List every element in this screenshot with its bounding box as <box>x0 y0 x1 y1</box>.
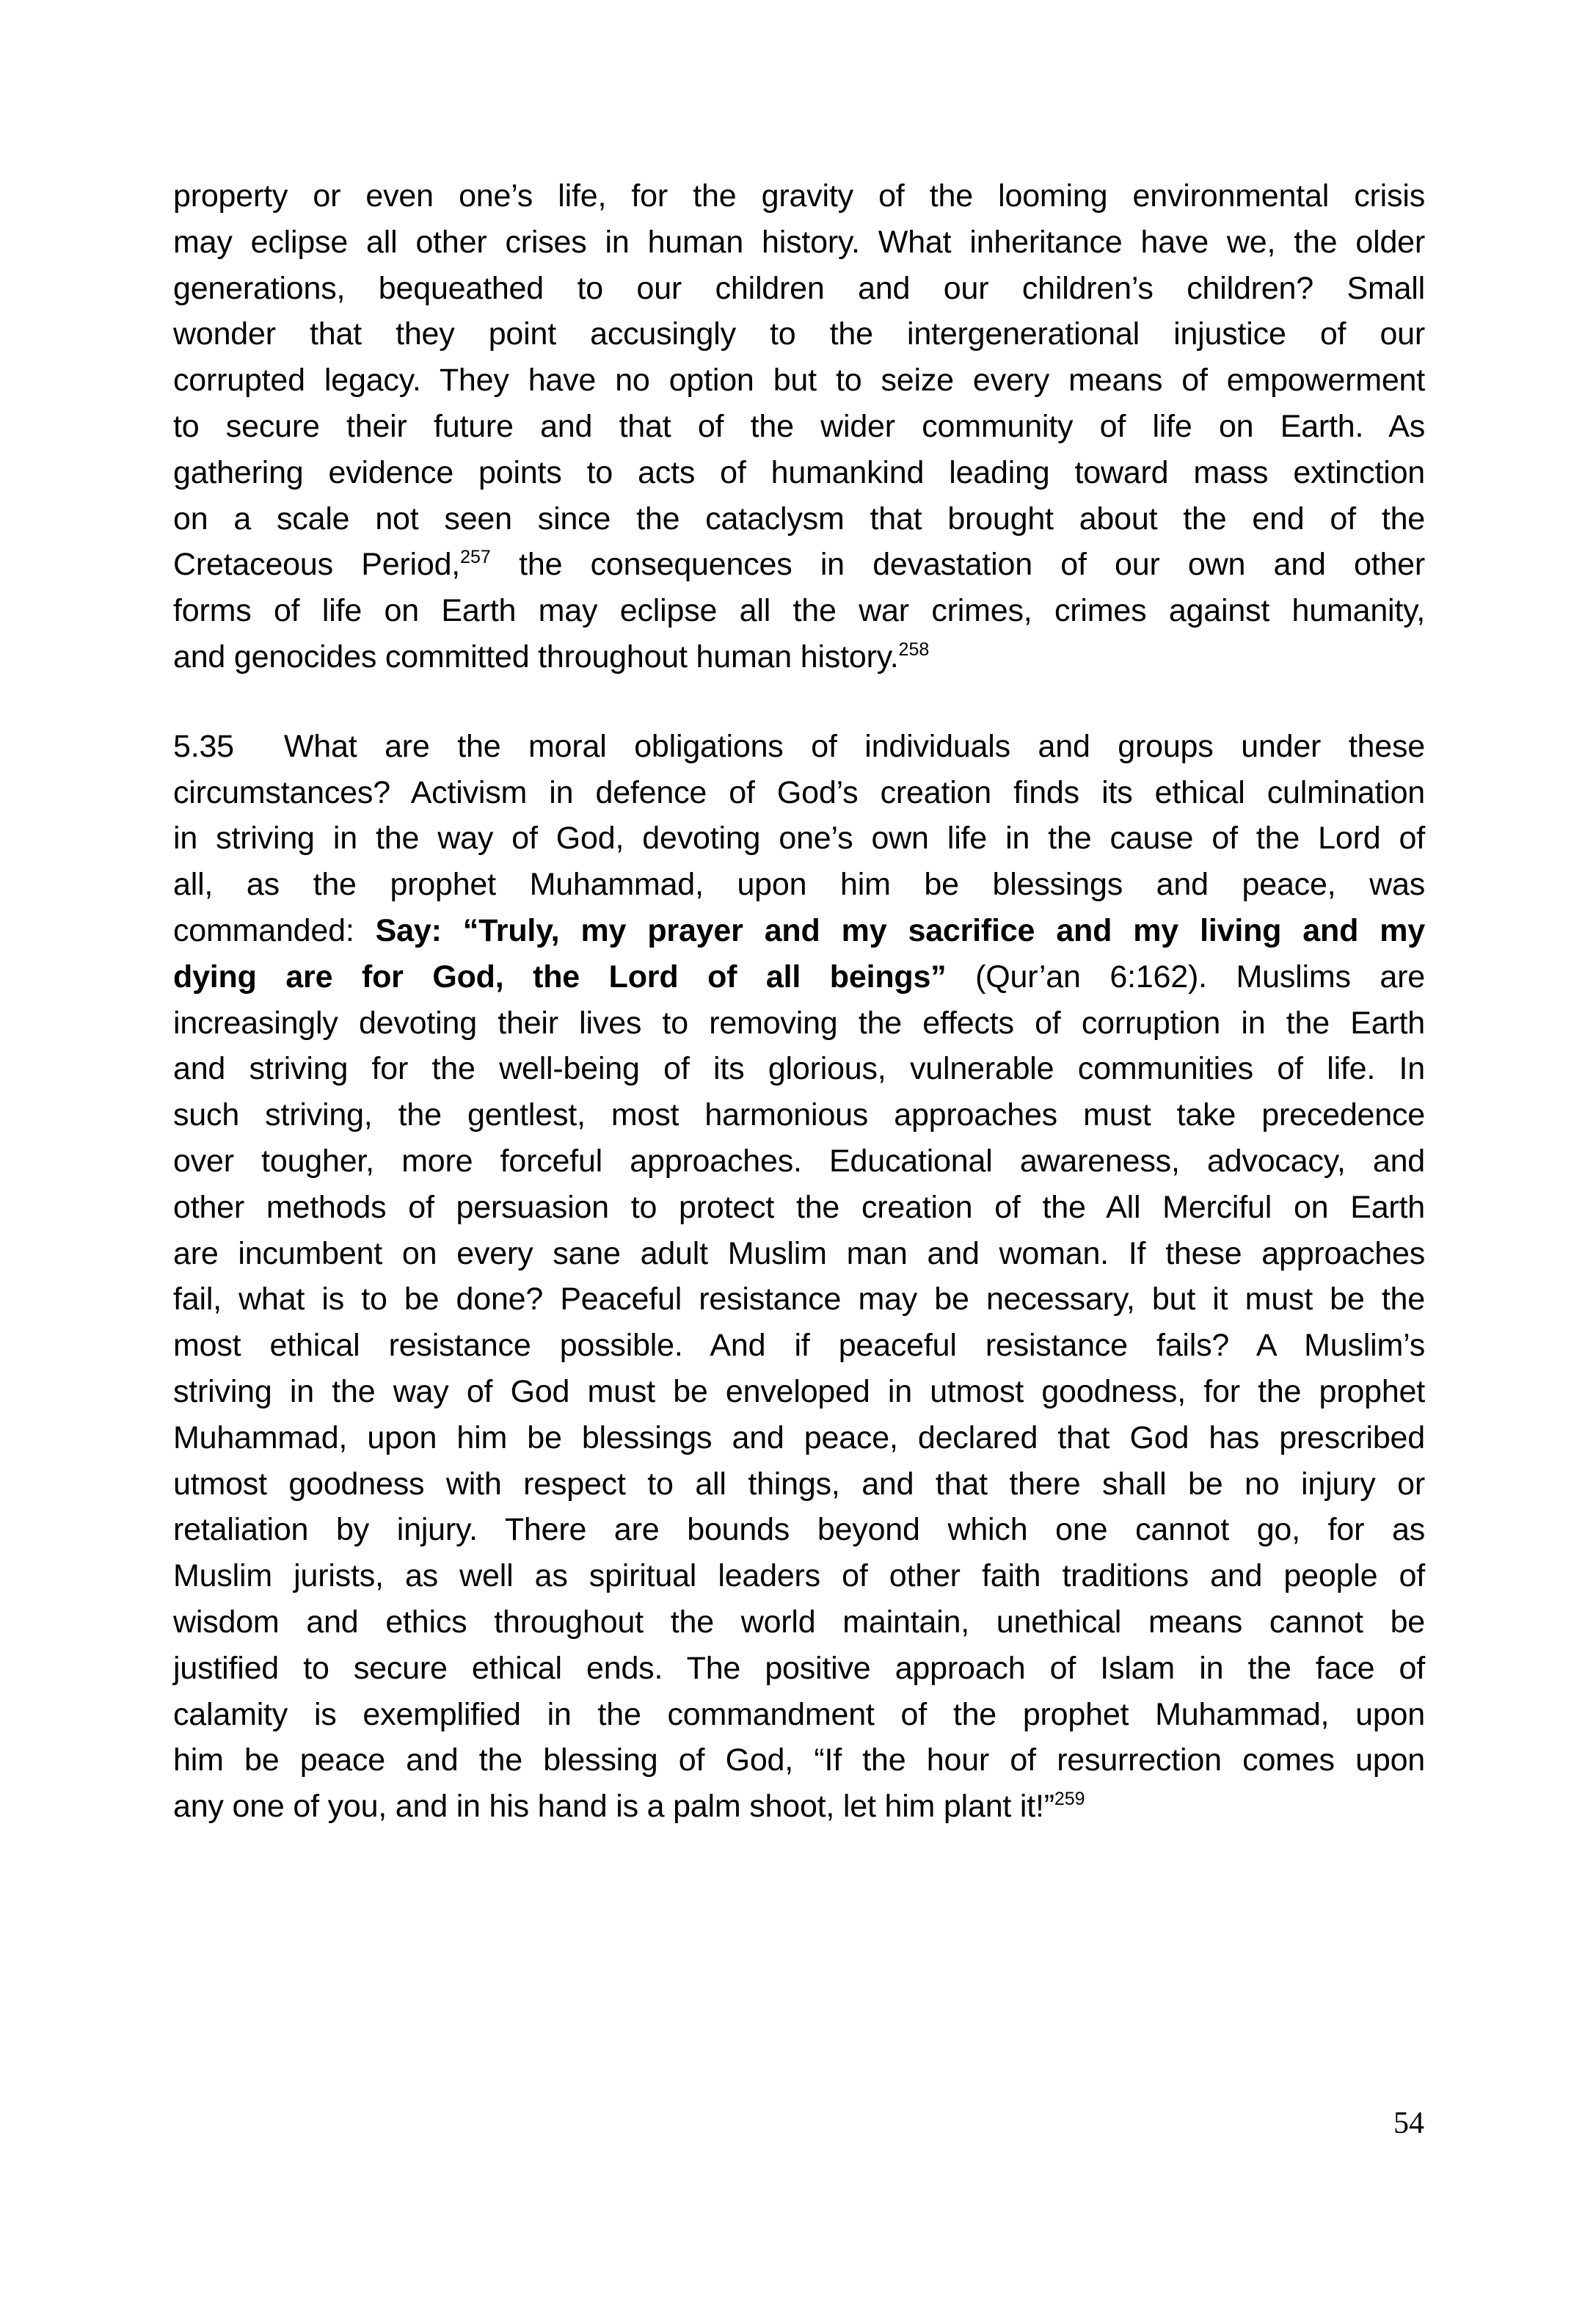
text-line <box>173 1461 1425 1508</box>
text-line <box>173 954 1425 1000</box>
body-text-segment: over tougher, more forceful approaches. Educational awareness, advocacy, and <box>173 1143 1425 1179</box>
body-text-segment: retaliation by injury. There are bounds beyond which one cannot go, for as <box>173 1512 1425 1548</box>
text-line <box>173 1231 1425 1277</box>
body-text <box>173 173 1425 1830</box>
text-line <box>173 1507 1425 1553</box>
paragraph-1 <box>173 173 1425 680</box>
body-text-segment: to secure their future and that of the wider community of life on Earth. As <box>173 408 1425 444</box>
body-text-segment: in striving in the way of God, devoting one’s own life in the cause of the Lord of <box>173 821 1425 857</box>
body-text-segment: Muslim jurists, as well as spiritual leaders of other faith traditions and people of <box>173 1558 1425 1594</box>
text-line <box>173 542 1425 588</box>
body-text-segment: Cretaceous Period, <box>173 547 461 583</box>
text-line <box>173 1415 1425 1461</box>
text-line <box>173 357 1425 404</box>
paragraph-2 <box>173 724 1425 1830</box>
quran-quote-bold: Say: “Truly, my prayer and my sacrifice and my living and my <box>375 912 1425 948</box>
body-text-segment: gathering evidence points to acts of humankind leading toward mass extinction <box>173 454 1425 490</box>
body-text-segment: are incumbent on every sane adult Muslim man and woman. If these approaches <box>173 1235 1425 1271</box>
text-line <box>173 588 1425 634</box>
text-line <box>173 450 1425 496</box>
text-line <box>173 908 1425 954</box>
section-number-tab <box>234 756 284 757</box>
body-text-segment: him be peace and the blessing of God, “If the hour of resurrection comes upon <box>173 1742 1425 1778</box>
body-text-segment: wonder that they point accusingly to the intergenerational injustice of our <box>173 316 1425 352</box>
body-text-segment: on a scale not seen since the cataclysm that brought about the end of the <box>173 501 1425 537</box>
body-text-segment: all, as the prophet Muhammad, upon him be blessings and peace, was <box>173 867 1425 903</box>
body-text-segment: other methods of persuasion to protect the creation of the All Merciful on Earth <box>173 1189 1425 1225</box>
body-text-segment: the consequences in devastation of our own and other <box>490 547 1426 583</box>
body-text-segment: 5.35 <box>173 728 234 764</box>
footnote-reference: 259 <box>1054 1789 1085 1810</box>
quran-quote-bold: dying are for God, the Lord of all beings” <box>173 959 947 995</box>
text-line <box>173 1646 1425 1692</box>
text-line <box>173 1784 1425 1830</box>
text-line <box>173 311 1425 357</box>
body-text-segment: striving in the way of God must be enveloped in utmost goodness, for the prophet <box>173 1373 1425 1409</box>
text-line <box>173 1553 1425 1599</box>
text-line <box>173 173 1425 219</box>
body-text-segment: What are the moral obligations of individuals and groups under these <box>283 728 1425 764</box>
body-text-segment: calamity is exemplified in the commandment of the prophet Muhammad, upon <box>173 1696 1425 1732</box>
body-text-segment: justified to secure ethical ends. The positive approach of Islam in the face of <box>173 1650 1425 1686</box>
text-line <box>173 266 1425 312</box>
page-number: 54 <box>1393 2106 1424 2140</box>
text-line <box>173 724 1425 770</box>
body-text-segment: most ethical resistance possible. And if peaceful resistance fails? A Muslim’s <box>173 1328 1425 1364</box>
body-text-segment: wisdom and ethics throughout the world maintain, unethical means cannot be <box>173 1604 1425 1640</box>
body-text-segment: may eclipse all other crises in human history. What inheritance have we, the older <box>173 224 1425 260</box>
text-line <box>173 1092 1425 1138</box>
body-text-segment: forms of life on Earth may eclipse all the war crimes, crimes against humanity, <box>173 593 1425 629</box>
text-line <box>173 496 1425 542</box>
body-text-segment: corrupted legacy. They have no option but to seize every means of empowerment <box>173 363 1425 399</box>
text-line <box>173 1276 1425 1323</box>
body-text-segment: generations, bequeathed to our children and our children’s children? Small <box>173 270 1425 306</box>
body-text-segment: commanded: <box>173 912 376 948</box>
text-line <box>173 1369 1425 1415</box>
text-line <box>173 815 1425 862</box>
text-line <box>173 1599 1425 1646</box>
text-line <box>173 862 1425 908</box>
footnote-reference: 257 <box>460 547 491 568</box>
body-text-segment: utmost goodness with respect to all things, and that there shall be no injury or <box>173 1466 1425 1502</box>
text-line <box>173 1000 1425 1047</box>
body-text-segment: Muhammad, upon him be blessings and peace, declared that God has prescribed <box>173 1419 1425 1455</box>
body-text-segment: property or even one’s life, for the gravity of the looming environmental crisis <box>173 178 1425 214</box>
body-text-segment: and genocides committed throughout human history. <box>173 639 899 675</box>
footnote-reference: 258 <box>898 639 930 660</box>
body-text-segment: increasingly devoting their lives to removing the effects of corruption in the Earth <box>173 1005 1425 1041</box>
text-line <box>173 1046 1425 1092</box>
text-line <box>173 634 1425 680</box>
body-text-segment: circumstances? Activism in defence of God’s creation finds its ethical culmination <box>173 774 1425 810</box>
text-line <box>173 1737 1425 1784</box>
body-text-segment: fail, what is to be done? Peaceful resistance may be necessary, but it must be the <box>173 1282 1425 1317</box>
body-text-segment: such striving, the gentlest, most harmonious approaches must take precedence <box>173 1097 1425 1133</box>
text-line <box>173 1323 1425 1369</box>
body-text-segment: (Qur’an 6:162). Muslims are <box>946 959 1425 995</box>
text-line <box>173 219 1425 266</box>
text-line <box>173 1692 1425 1738</box>
text-line <box>173 770 1425 816</box>
text-line <box>173 1138 1425 1185</box>
text-line <box>173 404 1425 450</box>
body-text-segment: any one of you, and in his hand is a palm shoot, let him plant it!” <box>173 1789 1054 1825</box>
body-text-segment: and striving for the well-being of its glorious, vulnerable communities of life. In <box>173 1051 1425 1087</box>
text-line <box>173 1185 1425 1231</box>
